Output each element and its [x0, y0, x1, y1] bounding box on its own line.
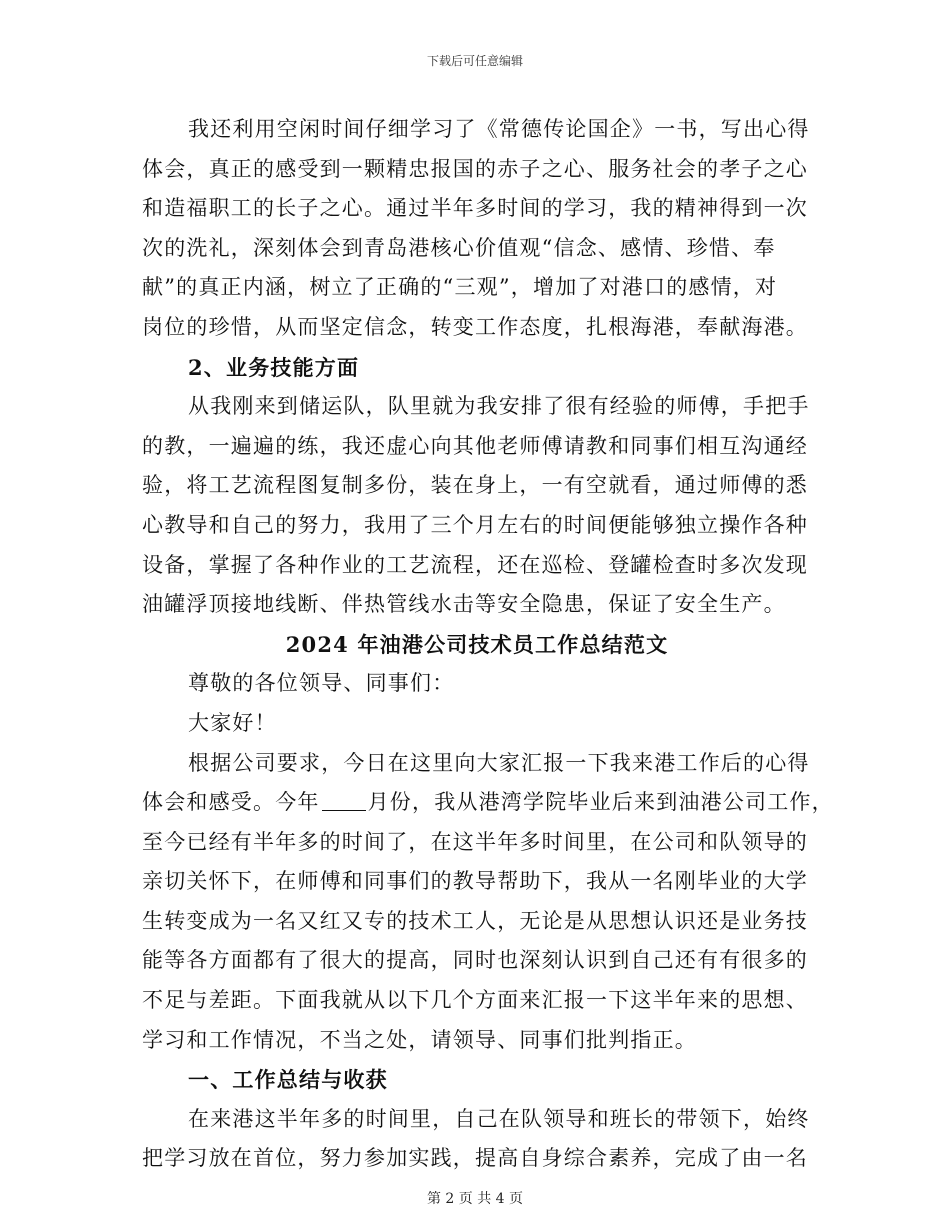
fill-in-blank: [322, 790, 366, 811]
intro-text-after-blank: 月份，我从港湾学院毕业后来到油港公司工作，: [367, 790, 834, 815]
summary-paragraph: [142, 1100, 810, 1179]
summary-heading: 一、工作总结与收获: [188, 1067, 388, 1093]
intro-text-before-blank: 体会和感受。今年: [142, 790, 320, 815]
study-paragraph: [142, 110, 810, 348]
paragraph-line: [142, 783, 834, 823]
page-header: 下载后可任意编辑: [426, 54, 523, 68]
paragraph-line: 不足与差距。下面我就从以下几个方面来汇报一下这半年来的思想、: [142, 988, 808, 1013]
hello: 大家好！: [188, 710, 277, 735]
paragraph-line: 验，将工艺流程图复制多份，装在身上，一有空就看，通过师傅的悉: [142, 473, 808, 498]
paragraph-line: 我还利用空闲时间仔细学习了《常德传论国企》一书，写出心得: [188, 117, 810, 141]
paragraph-line: 油罐浮顶接地线断、伴热管线水击等安全隐患，保证了安全生产。: [142, 592, 786, 617]
paragraph-line: 献”的真正内涵，树立了正确的“三观”，增加了对港口的感情，对: [142, 275, 778, 300]
paragraph-line: 的教，一遍遍的练，我还虚心向其他老师傅请教和同事们相互沟通经: [142, 433, 808, 458]
paragraph-line: 次的洗礼，深刻体会到青岛港核心价值观“信念、感情、珍惜、奉: [142, 235, 776, 260]
paragraph-line: 至今已经有半年多的时间了，在这半年多时间里，在公司和队领导的: [142, 829, 808, 854]
paragraph-line: 和造福职工的长子之心。通过半年多时间的学习，我的精神得到一次: [142, 196, 808, 221]
document-title: 2024 年油港公司技术员工作总结范文: [285, 631, 669, 657]
paragraph-line: 设备，掌握了各种作业的工艺流程，还在巡检、登罐检查时多次发现: [142, 552, 808, 577]
skills-heading: 2、业务技能方面: [188, 354, 360, 380]
intro-paragraph: [142, 744, 834, 1061]
paragraph-line: 从我刚来到储运队，队里就为我安排了很有经验的师傅，手把手: [188, 394, 810, 419]
paragraph-line: 把学习放在首位，努力参加实践，提高自身综合素养，完成了由一名: [142, 1146, 808, 1171]
skills-paragraph: [142, 387, 810, 625]
page-footer: 第 2 页 共 4 页: [426, 1191, 524, 1207]
paragraph-line: 亲切关怀下，在师傅和同事们的教导帮助下，我从一名刚毕业的大学: [142, 869, 808, 894]
paragraph-line: 生转变成为一名又红又专的技术工人，无论是从思想认识还是业务技: [142, 908, 808, 933]
paragraph-line: 学习和工作情况，不当之处，请领导、同事们批判指正。: [142, 1027, 697, 1052]
paragraph-line: 体会，真正的感受到一颗精忠报国的赤子之心、服务社会的孝子之心: [142, 156, 808, 181]
paragraph-line: 在来港这半年多的时间里，自己在队领导和班长的带领下，始终: [188, 1106, 810, 1131]
paragraph-line: 岗位的珍惜，从而坚定信念，转变工作态度，扎根海港，奉献海港。: [142, 314, 808, 339]
paragraph-line: 根据公司要求，今日在这里向大家汇报一下我来港工作后的心得: [188, 750, 810, 775]
paragraph-line: 心教导和自己的努力，我用了三个月左右的时间便能够独立操作各种: [142, 512, 808, 537]
paragraph-line: 能等各方面都有了很大的提高，同时也深刻认识到自己还有有很多的: [142, 948, 808, 973]
document-body: [142, 110, 834, 1179]
greeting: 尊敬的各位领导、同事们：: [188, 671, 455, 696]
